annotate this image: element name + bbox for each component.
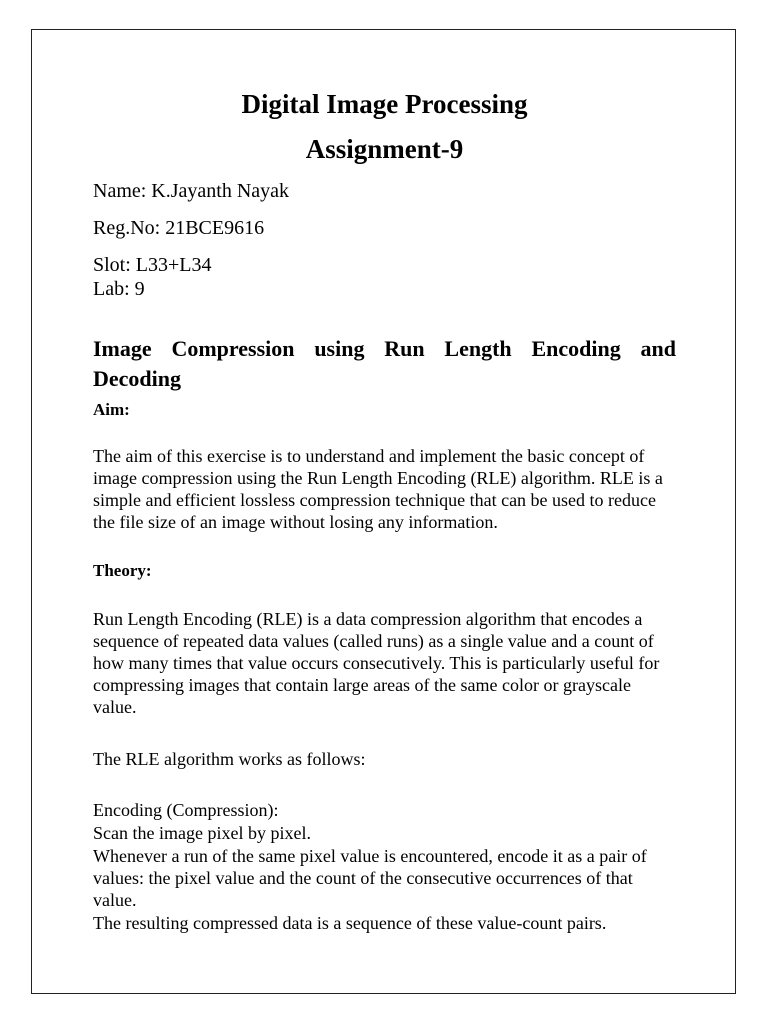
aim-heading: Aim: — [93, 400, 130, 419]
encoding-heading: Encoding (Compression): — [93, 800, 279, 820]
encoding-step: The resulting compressed data is a sequence of these value-count pairs. — [93, 913, 607, 933]
document-body — [93, 84, 676, 934]
slot-info: Slot: L33+L34 — [93, 254, 212, 276]
theory-heading: Theory: — [93, 561, 152, 580]
section-title: Image Compression using Run Length Encoding and Decoding — [93, 336, 676, 391]
theory-text: Run Length Encoding (RLE) is a data compression algorithm that encodes a sequence of repeated data values (called runs) as a single value and a count of how many times that value occurs consecutively. This is particularly useful for compressing images that contain large areas of the same color or grayscale value. — [93, 609, 660, 717]
encoding-step: Scan the image pixel by pixel. — [93, 823, 311, 843]
aim-text: The aim of this exercise is to understand and implement the basic concept of image compression using the Run Length Encoding (RLE) algorithm. RLE is a simple and efficient lossless compression technique that can be used to reduce the file size of an image without losing any information. — [93, 446, 663, 532]
encoding-step: Whenever a run of the same pixel value is encountered, encode it as a pair of values: the pixel value and the count of the consecutive occurrences of that value. — [93, 846, 647, 910]
lab-info: Lab: 9 — [93, 278, 145, 300]
student-name: Name: K.Jayanth Nayak — [93, 180, 290, 202]
document-title: Digital Image Processing — [241, 89, 528, 119]
registration-number: Reg.No: 21BCE9616 — [93, 217, 265, 239]
assignment-title: Assignment-9 — [305, 134, 464, 164]
algorithm-intro: The RLE algorithm works as follows: — [93, 749, 366, 769]
